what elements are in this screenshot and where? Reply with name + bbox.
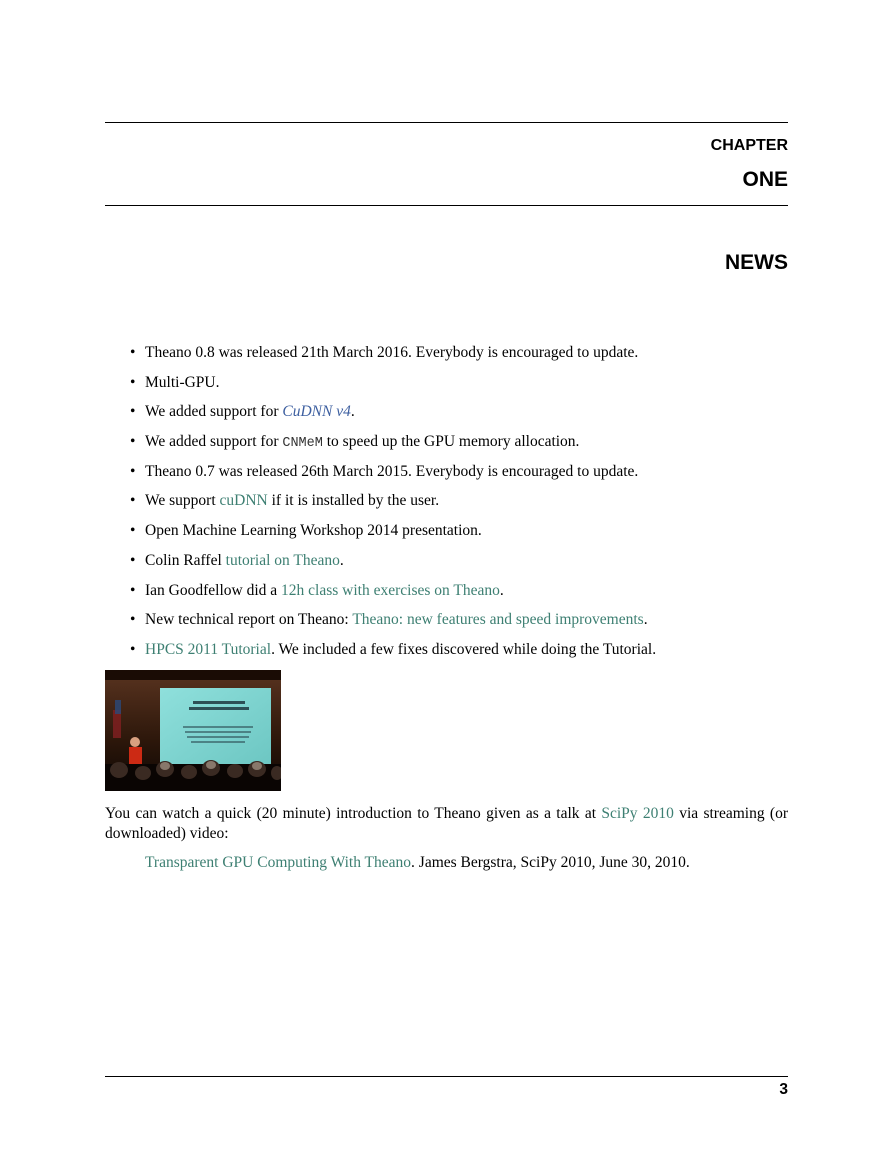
news-item-text: Ian Goodfellow did a [145,581,282,599]
news-item-text: Multi-GPU. [145,373,220,391]
news-item [105,399,795,429]
video-reference [145,853,788,873]
news-item-text: Open Machine Learning Workshop 2014 presentation. [145,522,482,540]
news-item-text: . [339,551,344,569]
news-item [105,340,795,370]
news-item [105,429,795,459]
bullet: • [130,581,136,599]
intro-paragraph [105,804,788,843]
cnmem-code: CNMeM [282,436,323,452]
news-item [105,518,795,548]
intro-text: You can watch a quick (20 minute) introduction to Theano given as a talk at [105,805,602,822]
bullet: • [130,433,136,451]
tutorial-on-theano-link[interactable]: tutorial on Theano [225,551,340,569]
news-item-text: We support [145,492,220,510]
news-item-text: . We included a few fixes discovered while doing the Tutorial. [271,640,657,658]
bullet: • [130,373,136,391]
video-frame-image [105,670,281,791]
video-thumbnail[interactable] [105,670,281,791]
news-item [105,459,795,489]
news-item [105,637,795,667]
technical-report-link[interactable]: Theano: new features and speed improvements [352,611,644,629]
video-reference-text: . James Bergstra, SciPy 2010, June 30, 2010. [411,854,690,871]
bullet: • [130,492,136,510]
news-item [105,548,795,578]
news-item-text: Theano 0.7 was released 26th March 2015. Everybody is encouraged to update. [145,462,639,480]
bullet: • [130,522,136,540]
news-item [105,488,795,518]
chapter-label: CHAPTER [710,137,788,154]
header-bottom-rule [105,205,788,206]
intro-text: via streaming (or downloaded) video: [105,805,788,842]
cudnn-v4-link[interactable]: CuDNN v4 [282,403,351,421]
news-list [105,340,795,667]
bullet: • [130,403,136,421]
chapter-number: ONE [742,168,788,191]
12h-class-link[interactable]: 12h class with exercises on Theano [281,581,500,599]
news-item [105,578,795,608]
scipy-2010-link[interactable]: SciPy 2010 [601,805,674,822]
news-item-text: Theano 0.8 was released 21th March 2016. Everybody is encouraged to update. [145,344,639,361]
news-item-text: . [350,403,355,421]
footer-rule [105,1076,788,1077]
news-item-text: to speed up the GPU memory allocation. [322,433,580,451]
cudnn-link[interactable]: cuDNN [219,492,268,510]
bullet: • [130,551,136,569]
bullet: • [130,344,136,361]
header-top-rule [105,122,788,123]
bullet: • [130,462,136,480]
news-item-text: We added support for [145,433,283,451]
page-number: 3 [779,1081,788,1098]
news-item-text: Colin Raffel [145,551,226,569]
news-item-text: if it is installed by the user. [267,492,440,510]
hpcs-tutorial-link[interactable]: HPCS 2011 Tutorial [145,640,272,658]
news-item [105,370,795,400]
bullet: • [130,611,136,629]
transparent-gpu-computing-link[interactable]: Transparent GPU Computing With Theano [145,854,412,871]
news-item-text: . [643,611,648,629]
section-title: NEWS [725,251,788,274]
news-item-text: . [499,581,504,599]
news-item [105,607,795,637]
bullet: • [130,640,136,658]
news-item-text: New technical report on Theano: [145,611,353,629]
news-item-text: We added support for [145,403,283,421]
